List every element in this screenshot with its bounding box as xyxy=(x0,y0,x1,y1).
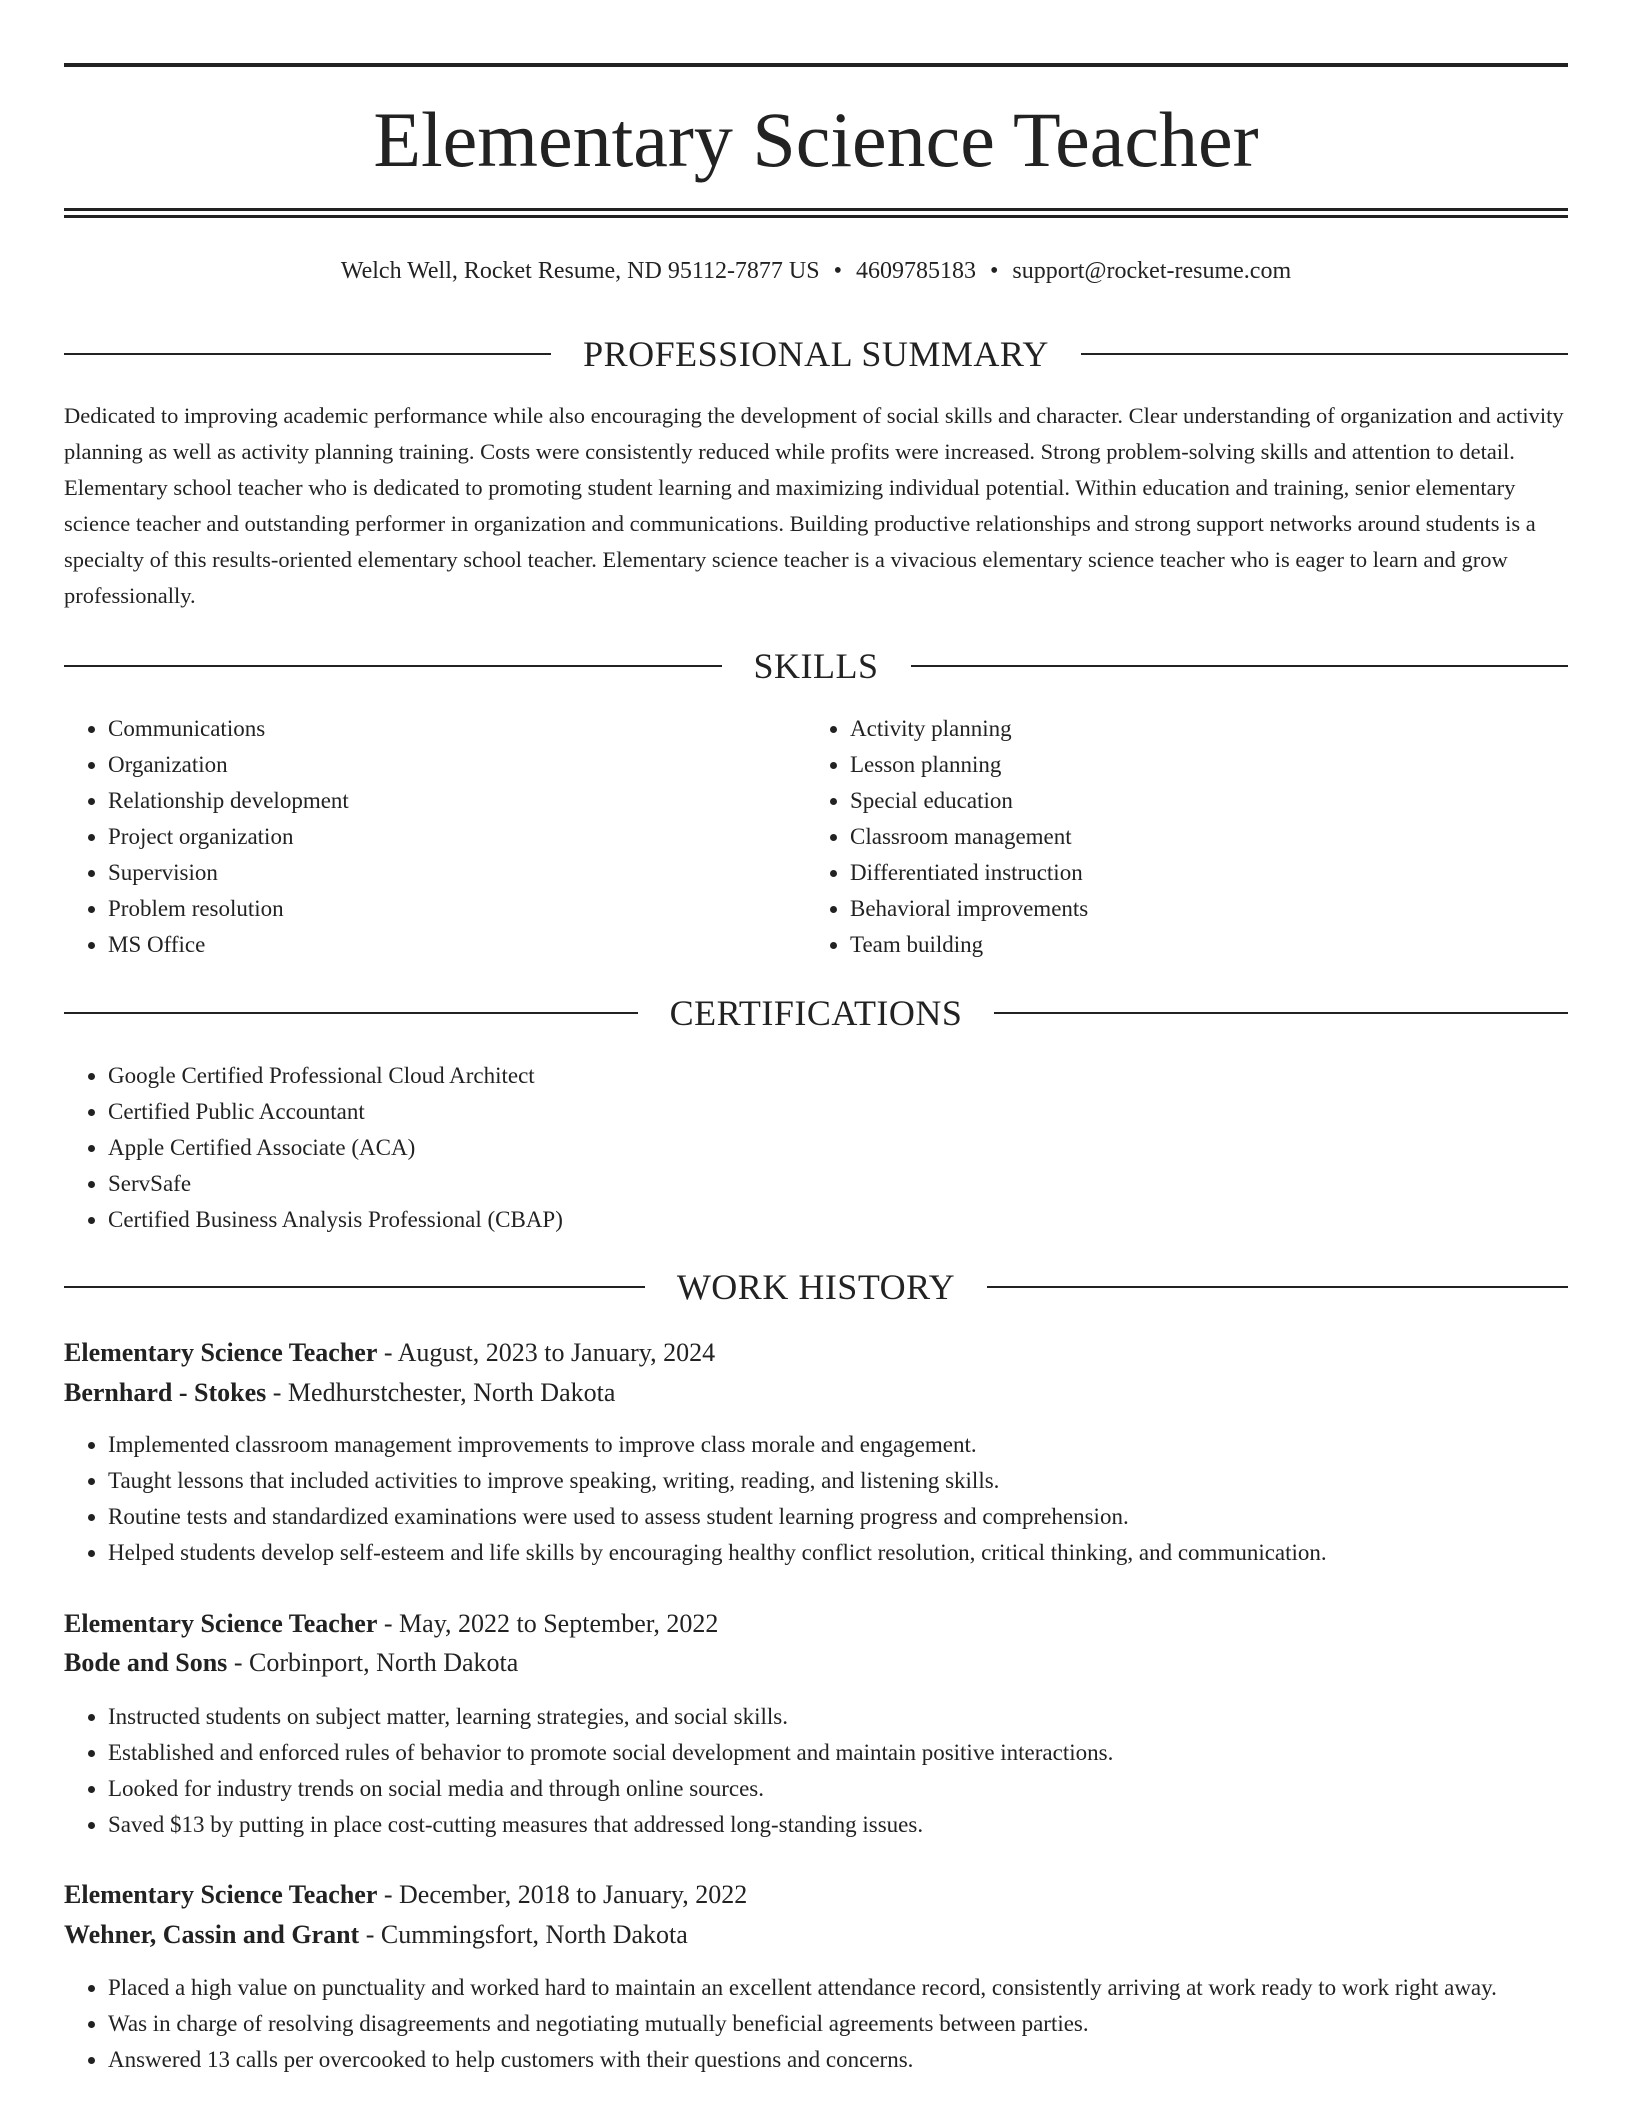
skill-item: • Behavioral improvements xyxy=(850,891,1550,927)
section-title: WORK HISTORY xyxy=(676,1267,956,1307)
contact-line xyxy=(64,256,1568,286)
skill-item: • Supervision xyxy=(108,855,808,891)
job-bullet: • Instructed students on subject matter, learning strategies, and social skills. xyxy=(108,1699,1612,1735)
certification-item: • Certified Public Accountant xyxy=(108,1094,1508,1130)
section-heading-summary xyxy=(64,334,1568,374)
section-heading-work-history xyxy=(64,1267,1568,1307)
skill-item: • Special education xyxy=(850,783,1550,819)
skill-item: • Lesson planning xyxy=(850,747,1550,783)
contact-address: Welch Well, Rocket Resume, ND 95112-7877 US xyxy=(340,258,820,284)
heading-rule xyxy=(911,665,1569,667)
certification-item: • ServSafe xyxy=(108,1166,1508,1202)
skill-item: • Relationship development xyxy=(108,783,808,819)
summary-paragraph: Dedicated to improving academic performance while also encouraging the development of social skills and character. Clear understanding of organization and activity planning as well as activity planning training. Costs were consistently reduced while profits were increased. Strong problem-solving skills and attention to detail. Elementary school teacher who is dedicated to promoting student learning and maximizing individual potential. Within education and training, senior elementary science teacher and outstanding performer in organization and communications. Building productive relationships and strong support networks around students is a specialty of this results-oriented elementary school teacher. Elementary science teacher is a vivacious elementary science teacher who is eager to learn and grow professionally. xyxy=(64,403,1564,608)
job-bullets xyxy=(64,1427,1612,1571)
job-bullet: • Was in charge of resolving disagreements and negotiating mutually beneficial agreements between parties. xyxy=(108,2006,1612,2042)
contact-phone: 4609785183 xyxy=(856,258,977,284)
skill-item: • Organization xyxy=(108,747,808,783)
resume-title: Elementary Science Teacher xyxy=(373,96,1259,183)
heading-rule xyxy=(994,1012,1568,1014)
heading-rule xyxy=(64,353,551,355)
job-location: - Cummingsfort, North Dakota xyxy=(359,1920,688,1949)
job-location: - Medhurstchester, North Dakota xyxy=(266,1378,616,1407)
job-dates: - August, 2023 to January, 2024 xyxy=(377,1338,716,1367)
job-title: Elementary Science Teacher xyxy=(64,1338,378,1367)
job-title: Elementary Science Teacher xyxy=(64,1880,378,1909)
job-bullet: • Looked for industry trends on social media and through online sources. xyxy=(108,1771,1612,1807)
job-company: Bode and Sons xyxy=(64,1648,228,1677)
contact-separator: • xyxy=(833,258,843,284)
job-bullet: • Helped students develop self-esteem and life skills by encouraging healthy conflict resolution, critical thinking, and communication. xyxy=(108,1535,1612,1571)
section-title: CERTIFICATIONS xyxy=(669,993,963,1033)
job-title: Elementary Science Teacher xyxy=(64,1609,378,1638)
job-company-line xyxy=(64,1375,1568,1411)
skill-item: • MS Office xyxy=(108,927,808,963)
skills-list-left xyxy=(64,711,808,963)
job-location: - Corbinport, North Dakota xyxy=(227,1648,519,1677)
skill-item: • Activity planning xyxy=(850,711,1550,747)
job-bullet: • Saved $13 by putting in place cost-cutting measures that addressed long-standing issues. xyxy=(108,1807,1612,1843)
heading-rule xyxy=(1081,353,1568,355)
skills-list-right xyxy=(806,711,1550,963)
job-bullet: • Established and enforced rules of behavior to promote social development and maintain positive interactions. xyxy=(108,1735,1612,1771)
skill-item: • Communications xyxy=(108,711,808,747)
section-heading-certifications xyxy=(64,993,1568,1033)
certification-item: • Certified Business Analysis Professional (CBAP) xyxy=(108,1202,1508,1238)
job-title-line xyxy=(64,1606,1568,1642)
contact-separator: • xyxy=(990,258,999,284)
job-company-line xyxy=(64,1645,1568,1681)
job-company: Wehner, Cassin and Grant xyxy=(64,1920,360,1949)
job-bullet: • Implemented classroom management improvements to improve class morale and engagement. xyxy=(108,1427,1612,1463)
heading-rule xyxy=(64,1286,645,1288)
header-top-rule xyxy=(64,63,1568,67)
skill-item: • Classroom management xyxy=(850,819,1550,855)
job-title-line xyxy=(64,1335,1568,1371)
certification-item: • Google Certified Professional Cloud Architect xyxy=(108,1058,1508,1094)
section-title: PROFESSIONAL SUMMARY xyxy=(583,334,1049,374)
skill-item: • Project organization xyxy=(108,819,808,855)
job-bullet: • Answered 13 calls per overcooked to help customers with their questions and concerns. xyxy=(108,2042,1612,2078)
job-dates: - December, 2018 to January, 2022 xyxy=(377,1880,748,1909)
certification-item: • Apple Certified Associate (ACA) xyxy=(108,1130,1508,1166)
contact-email: support@rocket-resume.com xyxy=(1012,258,1292,284)
certifications-list xyxy=(64,1058,1508,1238)
job-bullet: • Placed a high value on punctuality and worked hard to maintain an excellent attendance record, consistently arriving at work ready to work right away. xyxy=(108,1970,1612,2006)
heading-rule xyxy=(987,1286,1568,1288)
header-double-rule-upper xyxy=(64,208,1568,211)
job-bullet: • Routine tests and standardized examinations were used to assess student learning progress and comprehension. xyxy=(108,1499,1612,1535)
job-bullets xyxy=(64,1970,1612,2078)
heading-rule xyxy=(64,1012,638,1014)
heading-rule xyxy=(64,665,722,667)
job-bullets xyxy=(64,1699,1612,1843)
skill-item: • Differentiated instruction xyxy=(850,855,1550,891)
header-double-rule-lower xyxy=(64,215,1568,218)
section-heading-skills xyxy=(64,646,1568,686)
job-company: Bernhard - Stokes xyxy=(64,1378,267,1407)
skill-item: • Problem resolution xyxy=(108,891,808,927)
section-title: SKILLS xyxy=(753,646,879,686)
job-bullet: • Taught lessons that included activities to improve speaking, writing, reading, and listening skills. xyxy=(108,1463,1612,1499)
job-title-line xyxy=(64,1877,1568,1913)
job-company-line xyxy=(64,1917,1568,1953)
skill-item: • Team building xyxy=(850,927,1550,963)
job-dates: - May, 2022 to September, 2022 xyxy=(377,1609,719,1638)
